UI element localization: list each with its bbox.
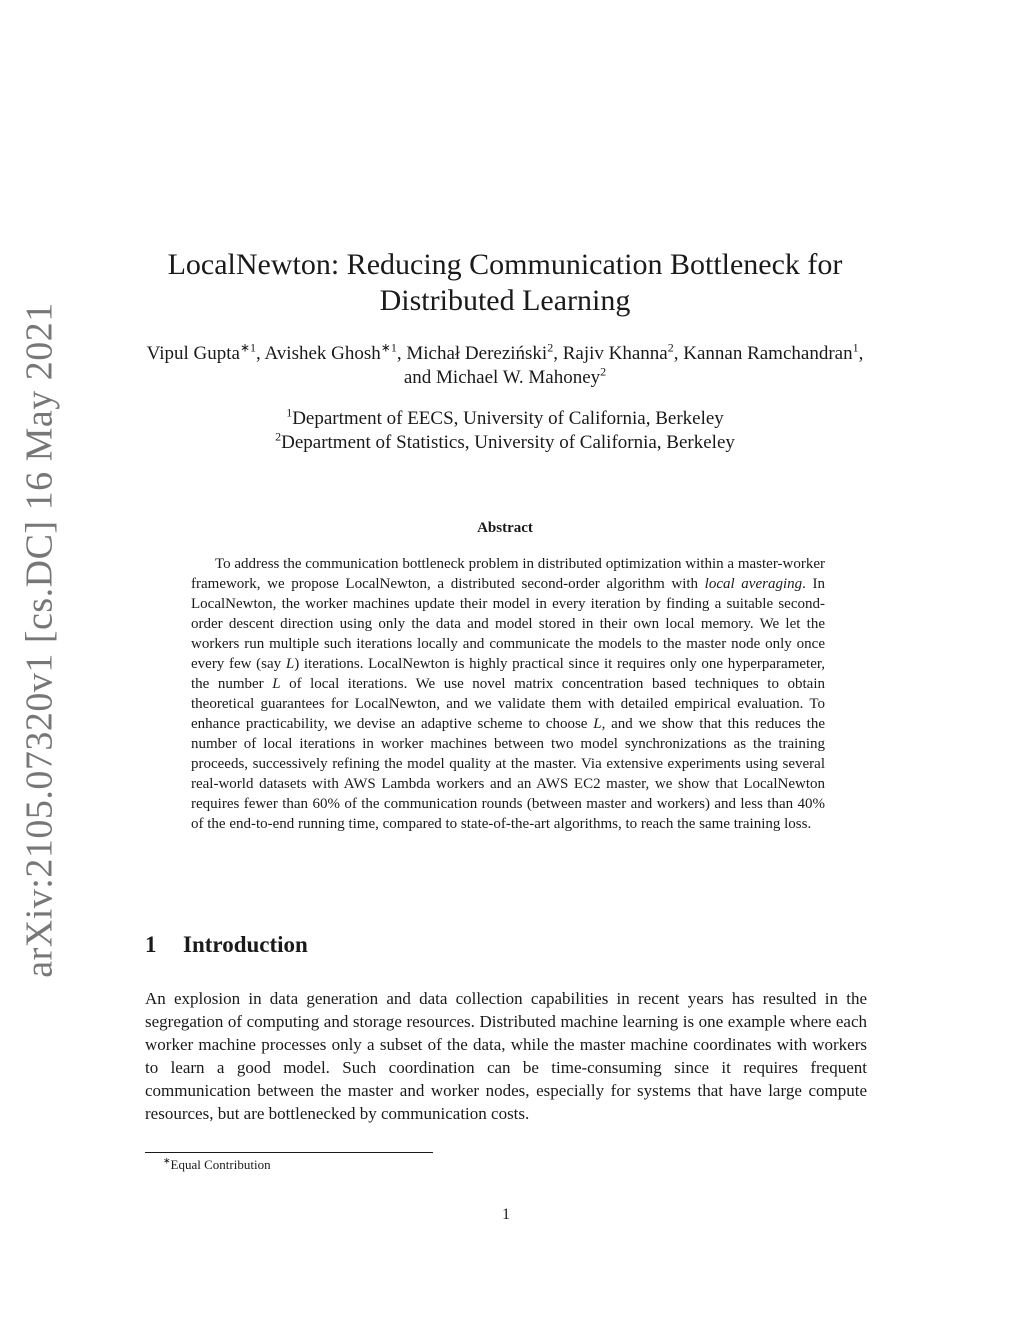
footnote-mark: ∗ xyxy=(163,1155,171,1166)
author-name: Kannan Ramchandran xyxy=(683,343,853,364)
title-line-2: Distributed Learning xyxy=(379,284,631,317)
abstract-body xyxy=(191,554,825,834)
author-name: Vipul Gupta xyxy=(146,343,240,364)
author-affiliation-mark: 2 xyxy=(600,364,607,379)
abstract-math-symbol: L xyxy=(285,656,295,672)
affiliation-text: Department of EECS, University of California, Berkeley xyxy=(292,408,724,429)
abstract-emphasis: local averaging xyxy=(704,576,803,592)
affiliation-mark: 1 xyxy=(286,405,293,420)
author-affiliation-mark: 2 xyxy=(547,340,554,355)
affiliation-line xyxy=(145,407,865,431)
section-number: 1 xyxy=(145,932,157,957)
abstract-text: ) iterations. LocalNewton is highly practical since it requires only one hyperparameter, the number xyxy=(191,656,825,692)
footnote xyxy=(163,1157,271,1173)
author-name: Michał Dereziński xyxy=(406,343,548,364)
title-line-1: LocalNewton: Reducing Communication Bottleneck for xyxy=(167,248,843,281)
author-affiliation-mark: 1 xyxy=(852,340,859,355)
affiliation-text: Department of Statistics, University of California, Berkeley xyxy=(281,432,735,453)
footnote-divider xyxy=(145,1152,433,1153)
abstract-heading: Abstract xyxy=(477,520,533,536)
affiliation-list xyxy=(145,407,865,455)
author-affiliation-mark: ∗1 xyxy=(239,340,257,355)
abstract-math-symbol: L xyxy=(272,676,281,692)
arxiv-identifier-stamp xyxy=(10,302,70,978)
author-affiliation-mark: 2 xyxy=(667,340,674,355)
page-number: 1 xyxy=(502,1206,510,1223)
intro-paragraph: An explosion in data generation and data collection capabilities in recent years has resulted in the segregation of computing and storage resources. Distributed machine learning is one example where each worker machine processes only a subset of the data, while the master machine coordinates with workers to learn a good model. Such coordination can be time-consuming since it requires frequent communication between the master and worker nodes, especially for systems that have large compute resources, but are bottlenecked by communication costs. xyxy=(145,989,867,1123)
author-name: Rajiv Khanna xyxy=(562,343,668,364)
section-heading xyxy=(145,932,308,958)
author-list: Vipul Gupta$^{∗1}$, Avishek Ghosh$^{∗1}$, Michał Dereziński$^2$, Rajiv Khanna$^2$, Kannan Ramchandran$^1$, and Michael W. Mahoney$^2$ xyxy=(146,340,864,388)
author-name: Avishek Ghosh xyxy=(264,343,381,364)
abstract-text: To address the communication bottleneck problem in distributed optimization within a master-worker framework, we propose LocalNewton, a distributed second-order algorithm with xyxy=(191,556,825,592)
arxiv-identifier-text: arXiv:2105.07320v1 [cs.DC] 16 May 2021 xyxy=(19,302,62,978)
abstract-text: of local iterations. We use novel matrix concentration based techniques to obtain theoretical guarantees for LocalNewton, and we validate them with detailed empirical evaluation. To enhance practicability, we devise an adaptive scheme to choose xyxy=(191,676,825,732)
abstract-math-symbol: L xyxy=(593,716,602,732)
abstract-text: , and we show that this reduces the number of local iterations in worker machines between two model synchronizations as the training proceeds, successively refining the model quality at the master. Via extensive experiments using several real-world datasets with AWS Lambda workers and an AWS EC2 master, we show that LocalNewton requires fewer than 60% of the communication rounds (between master and workers) and less than 40% of the end-to-end running time, compared to state-of-the-art algorithms, to reach the same training loss. xyxy=(191,716,825,832)
paper-title xyxy=(145,247,865,319)
abstract-text: . In LocalNewton, the worker machines update their model in every iteration by finding a suitable second-order descent direction using only the data and model stored in their own local memory. We let the workers run multiple such iterations locally and communicate the models to the master node only once every few (say xyxy=(191,576,825,672)
affiliation-mark: 2 xyxy=(275,429,282,444)
author-name: Michael W. Mahoney xyxy=(436,367,601,388)
author-affiliation-mark: ∗1 xyxy=(380,340,397,355)
footnote-text: Equal Contribution xyxy=(170,1157,271,1172)
section-title: Introduction xyxy=(183,932,308,957)
author-connector: and xyxy=(403,367,432,388)
affiliation-line xyxy=(145,431,865,455)
